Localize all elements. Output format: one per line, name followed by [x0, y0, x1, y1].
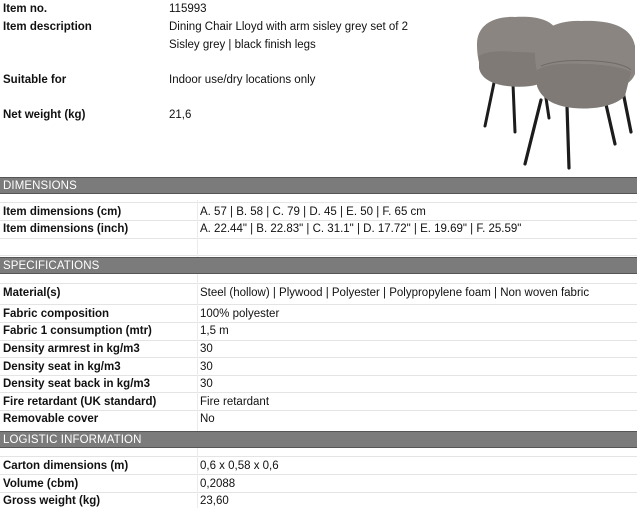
gridline: [0, 238, 637, 239]
item-description-line2: Sisley grey | black finish legs: [169, 39, 316, 51]
logistic-label: Carton dimensions (m): [3, 460, 129, 472]
section-title-specifications: SPECIFICATIONS: [3, 260, 100, 272]
spec-value: 30: [200, 343, 213, 355]
item-description-label: Item description: [3, 21, 92, 33]
spec-value: 30: [200, 361, 213, 373]
spec-label: Density armrest in kg/m3: [3, 343, 140, 355]
suitable-for-value: Indoor use/dry locations only: [169, 74, 316, 86]
gridline: [0, 357, 637, 358]
spec-label: Density seat back in kg/m3: [3, 378, 151, 390]
spec-label: Fabric composition: [3, 308, 110, 320]
spec-label: Material(s): [3, 287, 61, 299]
gridline: [0, 202, 637, 203]
spec-value: Steel (hollow) | Plywood | Polyester | Polypropylene foam | Non woven fabric: [200, 287, 590, 299]
dimensions-label: Item dimensions (cm): [3, 206, 122, 218]
gridline: [0, 304, 637, 305]
chair-front: [535, 21, 635, 109]
item-description-line1: Dining Chair Lloyd with arm sisley grey set of 2: [169, 21, 409, 33]
section-title-logistic: LOGISTIC INFORMATION: [3, 434, 142, 446]
spec-value: 100% polyester: [200, 308, 280, 320]
suitable-for-label: Suitable for: [3, 74, 67, 86]
logistic-value: 0,2088: [200, 478, 236, 490]
logistic-value: 0,6 x 0,58 x 0,6: [200, 460, 279, 472]
dimensions-label: Item dimensions (inch): [3, 223, 129, 235]
section-title-dimensions: DIMENSIONS: [3, 180, 77, 192]
dimensions-value: A. 57 | B. 58 | C. 79 | D. 45 | E. 50 | F. 65 cm: [200, 206, 426, 218]
item-no-label: Item no.: [3, 3, 48, 15]
spec-label: Fire retardant (UK standard): [3, 396, 157, 408]
gridline: [0, 492, 637, 493]
spec-label: Removable cover: [3, 413, 99, 425]
gridline: [0, 340, 637, 341]
net-weight-label: Net weight (kg): [3, 109, 86, 121]
gridline: [0, 410, 637, 411]
gridline: [0, 283, 637, 284]
gridline: [0, 255, 637, 256]
gridline: [0, 375, 637, 376]
spec-value: 1,5 m: [200, 325, 229, 337]
spec-value: Fire retardant: [200, 396, 270, 408]
net-weight-value: 21,6: [169, 109, 192, 121]
gridline: [0, 220, 637, 221]
product-image-chairs: [455, 8, 637, 170]
section-bar-dimensions: [0, 177, 637, 194]
logistic-label: Gross weight (kg): [3, 495, 101, 507]
section-bar-logistic: [0, 431, 637, 448]
gridline: [0, 474, 637, 475]
logistic-label: Volume (cbm): [3, 478, 79, 490]
item-no-value: 115993: [169, 3, 207, 15]
column-divider: [197, 200, 198, 508]
spec-label: Density seat in kg/m3: [3, 361, 121, 373]
gridline: [0, 322, 637, 323]
gridline: [0, 392, 637, 393]
gridline: [0, 456, 637, 457]
dimensions-value: A. 22.44" | B. 22.83" | C. 31.1" | D. 17.72" | E. 19.69" | F. 25.59": [200, 223, 522, 235]
spec-label: Fabric 1 consumption (mtr): [3, 325, 152, 337]
logistic-value: 23,60: [200, 495, 229, 507]
spec-value: 30: [200, 378, 213, 390]
section-bar-specifications: [0, 257, 637, 274]
spec-value: No: [200, 413, 215, 425]
